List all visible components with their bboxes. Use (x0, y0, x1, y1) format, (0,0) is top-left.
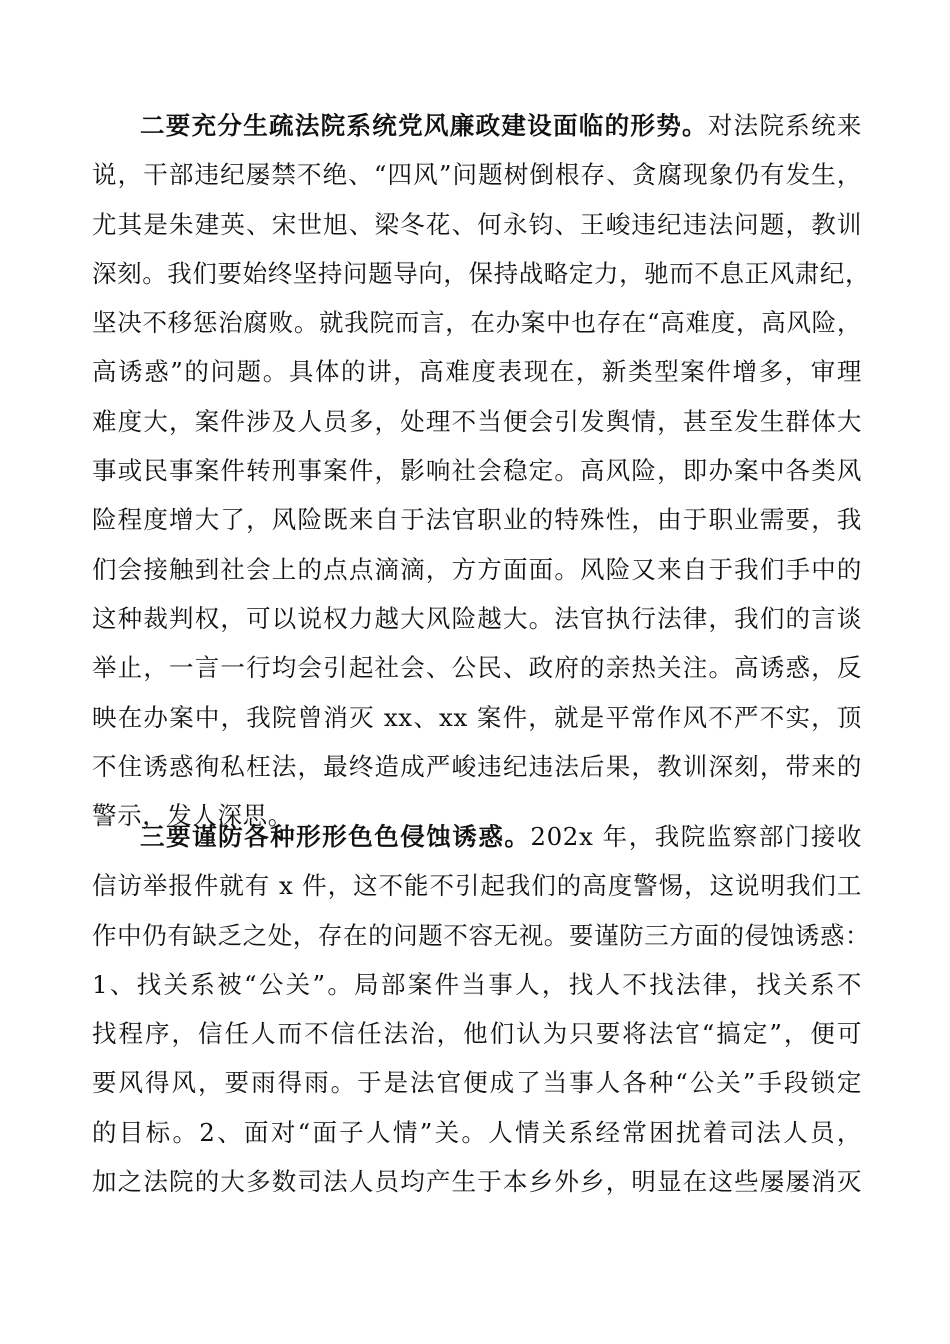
paragraph-lead-heading: 三要谨防各种形形色色侵蚀诱惑。 (140, 822, 531, 851)
paragraph-line: 找程序，信任人而不信任法治，他们认为只要将法官“搞定”，便可 (92, 1019, 862, 1049)
paragraph-line: 加之法院的大多数司法人员均产生于本乡外乡，明显在这些屡屡消灭 (92, 1167, 862, 1197)
paragraph-line: 映在办案中，我院曾消灭 xx、xx 案件，就是平常作风不严不实，顶 (92, 702, 862, 732)
paragraph-line: 的目标。2、面对“面子人情”关。人情关系经常困扰着司法人员， (92, 1117, 862, 1147)
paragraph-line: 作中仍有缺乏之处，存在的问题不容无视。要谨防三方面的侵蚀诱惑： (92, 920, 871, 950)
paragraph-temptations (92, 812, 871, 1206)
paragraph-line: 警示，发人深思。 (92, 801, 293, 831)
paragraph-lead-heading: 二要充分生疏法院系统党风廉政建设面临的形势。 (140, 111, 708, 140)
paragraph-line: 难度大，案件涉及人员多，处理不当便会引发舆情，甚至发生群体大 (92, 406, 862, 436)
paragraph-line: 事或民事案件转刑事案件，影响社会稳定。高风险，即办案中各类风 (92, 456, 862, 486)
paragraph-line: 这种裁判权，可以说权力越大风险越大。法官执行法律，我们的言谈 (92, 603, 862, 633)
paragraph-line: 1、找关系被“公关”。局部案件当事人，找人不找法律，找关系不 (92, 969, 862, 999)
paragraph-line: 们会接触到社会上的点点滴滴，方方面面。风险又来自于我们手中的 (92, 554, 862, 584)
paragraph-line: 要风得风，要雨得雨。于是法官便成了当事人各种“公关”手段锁定 (92, 1068, 862, 1098)
paragraph-line: 高诱惑”的问题。具体的讲，高难度表现在，新类型案件增多，审理 (92, 357, 862, 387)
paragraph-line: 不住诱惑徇私枉法，最终造成严峻违纪违法后果，教训深刻，带来的 (92, 751, 862, 781)
paragraph-line: 深刻。我们要始终坚持问题导向，保持战略定力，驰而不息正风肃纪， (92, 258, 871, 288)
paragraph-line: 对法院系统来 (707, 111, 862, 140)
paragraph-line: 举止，一言一行均会引起社会、公民、政府的亲热关注。高诱惑，反 (92, 653, 862, 683)
paragraph-first-line (92, 812, 862, 861)
paragraph-situation (92, 101, 871, 840)
paragraph-line: 尤其是朱建英、宋世旭、梁冬花、何永钧、王峻违纪违法问题，教训 (92, 209, 862, 239)
paragraph-line: 202x 年，我院监察部门接收 (530, 822, 862, 851)
paragraph-line: 坚决不移惩治腐败。就我院而言，在办案中也存在“高难度，高风险， (92, 308, 862, 338)
paragraph-line: 说，干部违纪屡禁不绝、“四风”问题树倒根存、贪腐现象仍有发生， (92, 160, 862, 190)
paragraph-line: 信访举报件就有 x 件，这不能不引起我们的高度警惕，这说明我们工 (92, 871, 862, 901)
paragraph-line: 险程度增大了，风险既来自于法官职业的特殊性，由于职业需要，我 (92, 505, 862, 535)
paragraph-first-line (92, 101, 862, 150)
